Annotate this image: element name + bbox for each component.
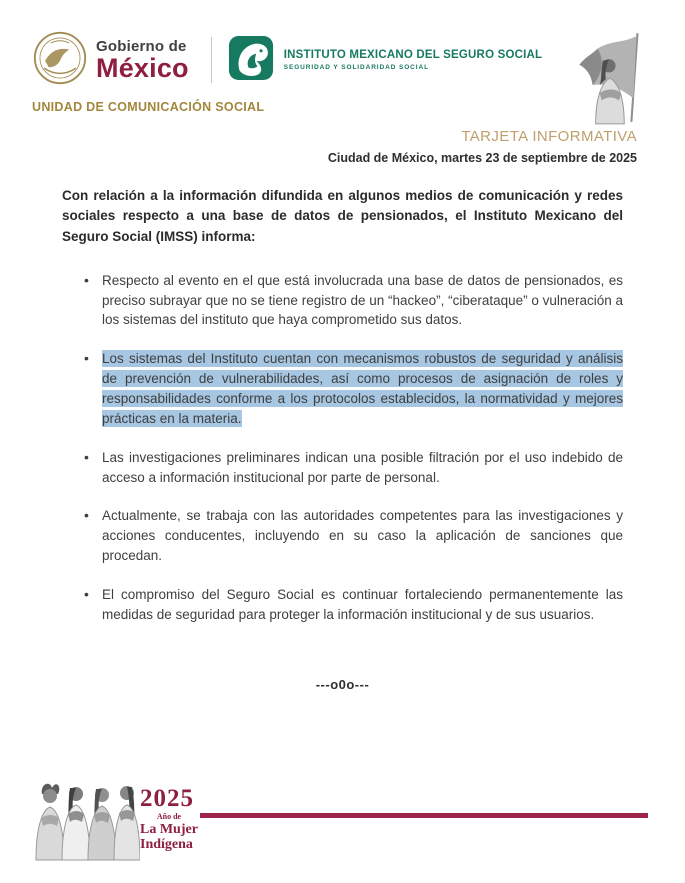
bullet-dot: • [84, 271, 89, 288]
bullet-list [62, 271, 623, 625]
year-number: 2025 [140, 785, 194, 812]
gobierno-de-mexico-wordmark [96, 39, 189, 82]
header-brandbar [32, 28, 653, 92]
document-type-title: TARJETA INFORMATIVA [461, 128, 637, 145]
bullet-item [62, 506, 623, 566]
imss-tagline-label: SEGURIDAD Y SOLIDARIDAD SOCIAL [283, 63, 429, 71]
bullet-dot: • [84, 350, 89, 367]
brand-divider [211, 37, 212, 83]
bullet-text: Respecto al evento en el que está involucrada una base de datos de pensionados, es preciso subrayar que no se tiene registro de un “hackeo”, “ciberataque” o vulneración a los sistemas del instituto que haya comprometido sus datos. [102, 272, 623, 328]
imss-wordmark [284, 49, 543, 72]
bullet-item [62, 349, 623, 428]
bullet-dot: • [84, 585, 89, 602]
footer-maroon-bar [200, 813, 648, 818]
bullet-dot: • [84, 507, 89, 524]
indigenous-women-illustration [28, 776, 140, 867]
bullet-text: El compromiso del Seguro Social es continuar fortaleciendo permanentemente las medidas de seguridad para proteger la información institucional y de sus usuarios. [102, 586, 623, 622]
mexico-label: México [96, 52, 189, 83]
bullet-text: Las investigaciones preliminares indican una posible filtración por el uso indebido de acceso a información institucional por parte de personal. [102, 449, 623, 485]
document-meta [328, 128, 637, 165]
bullet-item [62, 585, 623, 625]
bullet-item [62, 448, 623, 488]
imss-eagle-logo-icon [228, 35, 274, 86]
bullet-dot: • [84, 448, 89, 465]
gobierno-de-label: Gobierno de [96, 37, 187, 55]
woman-with-flag-illustration [561, 26, 663, 133]
bullet-text: Actualmente, se trabaja con las autoridades competentes para las investigaciones y acciones conducentes, incluyendo en su caso la aplicación de sanciones que procedan. [102, 508, 623, 564]
bullet-item [62, 271, 623, 331]
unit-label: UNIDAD DE COMUNICACIÓN SOCIAL [32, 100, 265, 114]
year-label-ano-de: Año de [156, 812, 182, 821]
year-emblem [140, 786, 198, 852]
year-label-la-mujer: La Mujer [140, 822, 198, 837]
closing-separator: ---o0o--- [315, 676, 370, 692]
dateline: Ciudad de México, martes 23 de septiembre de 2025 [327, 151, 637, 165]
year-label-indigena: Indígena [140, 837, 193, 852]
intro-paragraph: Con relación a la información difundida en algunos medios de comunicación y redes sociales respecto a una base de datos de pensionados, el Instituto Mexicano del Seguro Social (IMSS) informa: [62, 188, 623, 244]
document-body [62, 186, 623, 692]
bullet-text-highlighted: Los sistemas del Instituto cuentan con mecanismos robustos de seguridad y análisis de prevención de vulnerabilidades, así como procesos de asignación de roles y responsabilidades conforme a los protocolos establecidos, la normatividad y mejores prácticas en la materia. [102, 351, 623, 426]
gobierno-mexico-eagle-seal-icon [32, 30, 88, 91]
imss-name-label: INSTITUTO MEXICANO DEL SEGURO SOCIAL [283, 48, 543, 61]
